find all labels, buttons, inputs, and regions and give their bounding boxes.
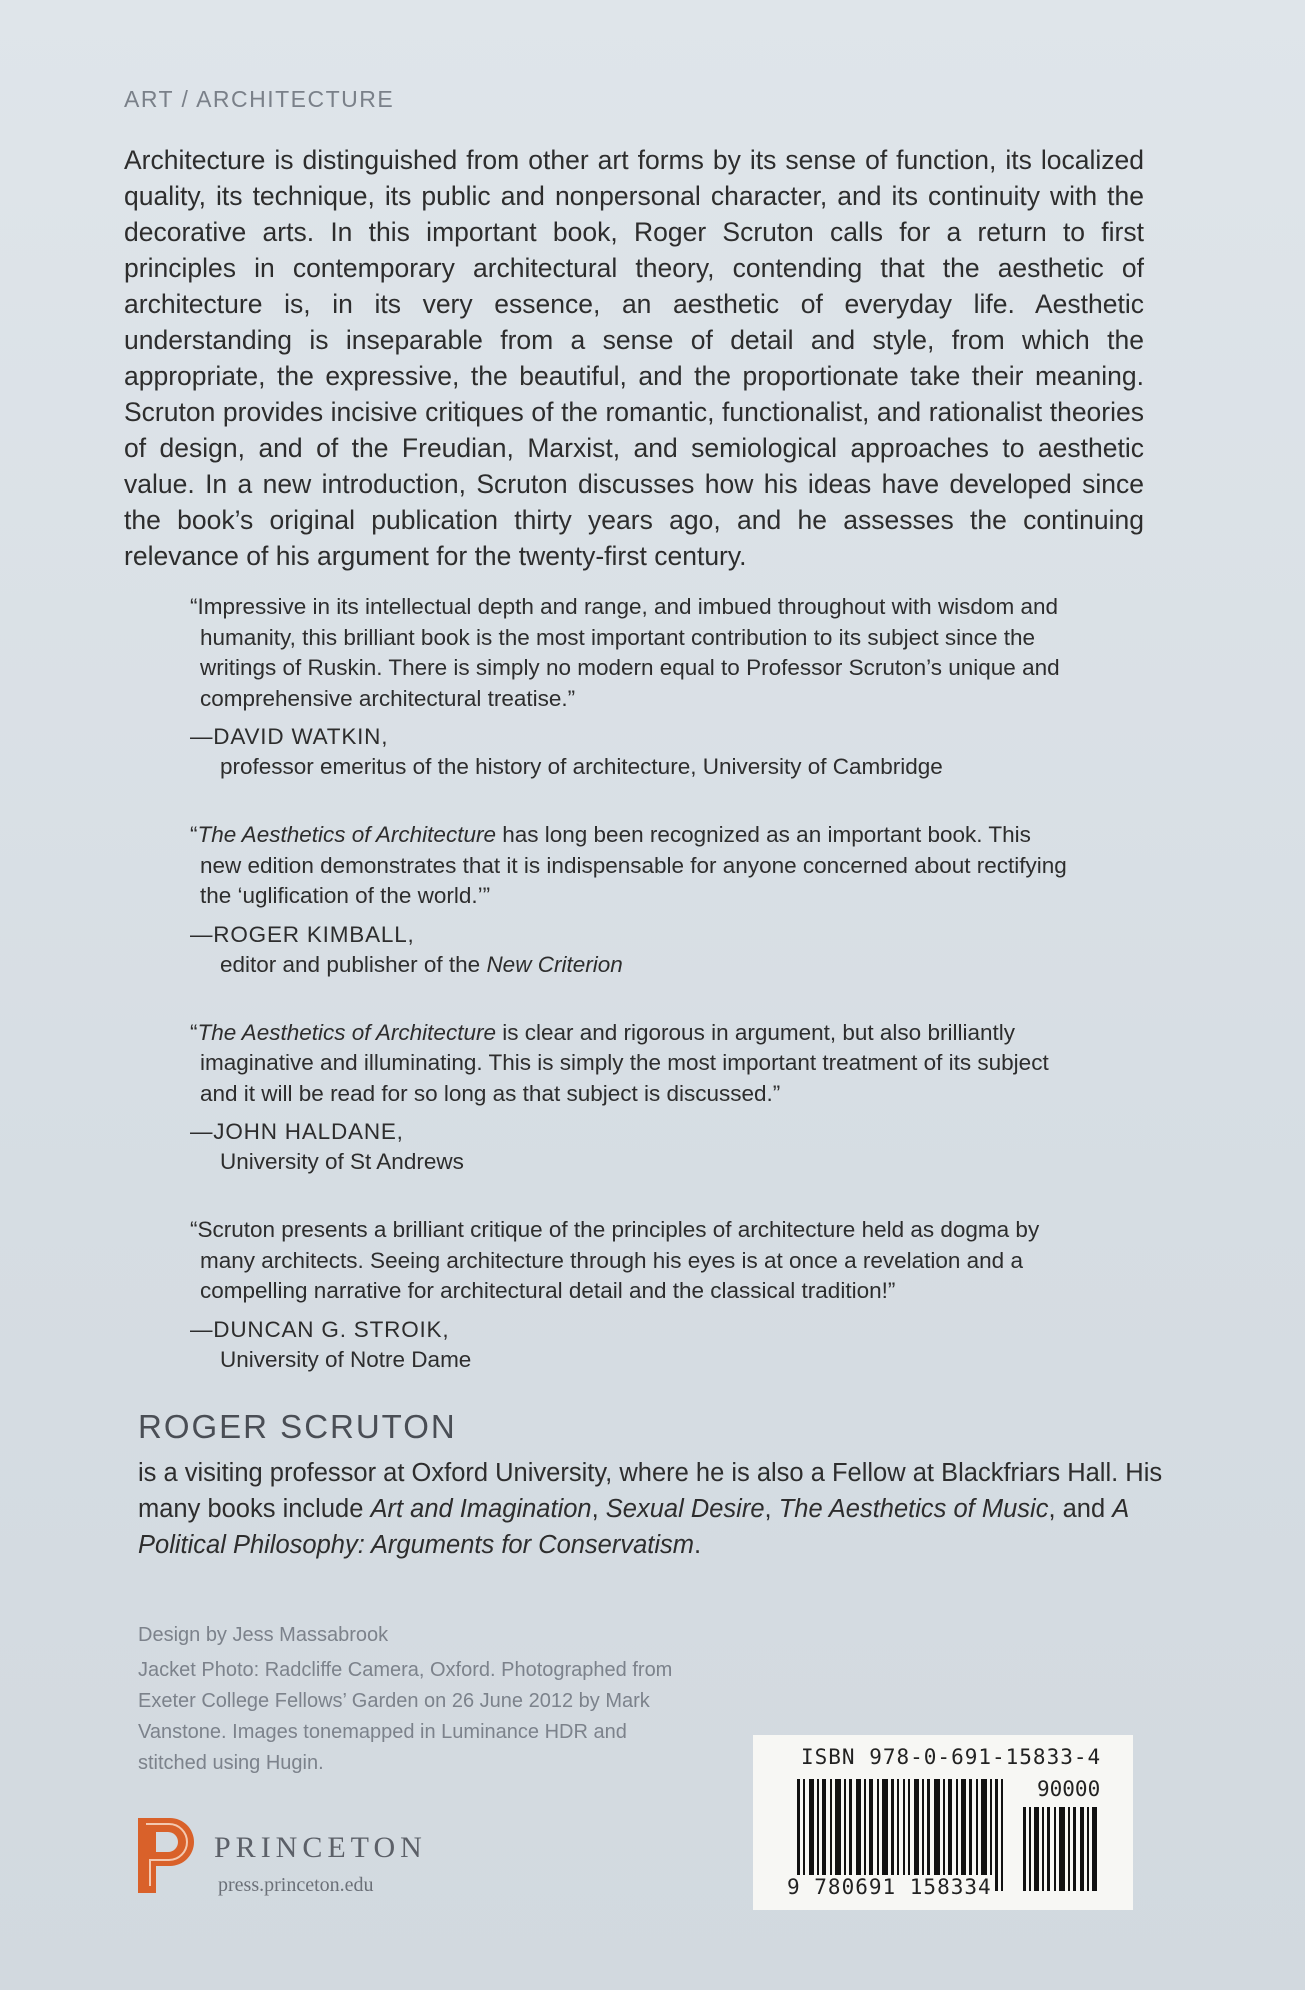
quote-affiliation: editor and publisher of the New Criterion xyxy=(220,951,623,977)
price-code: 90000 xyxy=(1037,1777,1101,1801)
book-title: The Aesthetics of Architecture xyxy=(197,822,496,847)
quote-affiliation: University of Notre Dame xyxy=(220,1346,472,1372)
quote-author: —ROGER KIMBALL, xyxy=(190,921,415,947)
quote-text: “Scruton presents a brilliant critique of the principles of architecture held as dogma by many architects. Seeing architecture through his eyes is at once a revelation and a compelling narrative for architectural detail and the classical tradition!” xyxy=(190,1217,1040,1303)
quote-text: “Impressive in its intellectual depth and range, and imbued throughout with wisdom and humanity, this brilliant book is the most important contribution to its subject since the writings of Ruskin. There is simply no modern equal to Professor Scruton’s unique and comprehensive architectural treatise.” xyxy=(190,594,1060,711)
book-description: Architecture is distinguished from other art forms by its sense of function, its localized quality, its technique, its public and nonpersonal character, and its continuity with the decorative arts. In this important book, Roger Scruton calls for a return to first principles in contemporary architectural theory, contending that the aesthetic of architecture is, in its very essence, an aesthetic of everyday life. Aesthetic understanding is inseparable from a sense of detail and style, from which the appropriate, the expressive, the beautiful, and the proportionate take their meaning. Scruton provides incisive critiques of the romantic, functionalist, and rationalist theories of design, and of the Freudian, Marxist, and semiological approaches to aesthetic value. In a new introduction, Scruton discusses how his ideas have developed since the book’s original publication thirty years ago, and he assesses the continuing relevance of his argument for the twenty-first century. xyxy=(124,145,1144,571)
design-credit: Design by Jess Massabrook xyxy=(138,1624,389,1646)
ean-number: 9 780691 158334 xyxy=(787,1875,992,1899)
book-title: The Aesthetics of Architecture xyxy=(197,1019,496,1045)
quote-author: —JOHN HALDANE, xyxy=(190,1119,404,1144)
princeton-logo-icon xyxy=(138,1818,198,1893)
quote-author: —DAVID WATKIN, xyxy=(190,724,389,749)
quote-author: —DUNCAN G. STROIK, xyxy=(190,1316,450,1342)
endorsement-haldane xyxy=(190,1018,1070,1178)
photo-credit: Jacket Photo: Radcliffe Camera, Oxford. Photographed from Exeter College Fellows’ Garden on 26 June 2012 by Mark Vanstone. Images tonemapped in Luminance HDR and stitched using Hugin. xyxy=(138,1659,673,1774)
quote-text: “The Aesthetics of Architecture is clear and rigorous in argument, but also brilliantly imaginative and illuminating. This is simply the most important treatment of its subject and it will be read for so long as that subject is discussed.” xyxy=(190,1019,1049,1106)
isbn-number: ISBN 978-0-691-15833-4 xyxy=(801,1745,1102,1769)
category-label: ART / ARCHITECTURE xyxy=(124,86,395,112)
publisher-url: press.princeton.edu xyxy=(218,1874,374,1896)
quote-affiliation: University of St Andrews xyxy=(220,1149,464,1174)
author-bio: is a visiting professor at Oxford University, where he is also a Fellow at Blackfriars Hall. His many books include Art and Imagination, Sexual Desire, The Aesthetics of Music, and A Political Philosophy: Arguments for Conservatism. xyxy=(138,1459,1163,1559)
quote-text: “The Aesthetics of Architecture has long been recognized as an important book. This new edition demonstrates that it is indispensable for anyone concerned about rectifying the ‘uglification of the world.’” xyxy=(190,822,1067,908)
barcode xyxy=(753,1735,1133,1910)
endorsement-kimball xyxy=(190,820,1070,980)
endorsements xyxy=(190,592,1070,1413)
endorsement-stroik xyxy=(190,1215,1070,1375)
publisher-name: PRINCETON xyxy=(214,1831,427,1864)
endorsement-watkin xyxy=(190,592,1070,782)
jacket-credits xyxy=(138,1620,678,1783)
author-name: ROGER SCRUTON xyxy=(138,1408,457,1445)
quote-affiliation: professor emeritus of the history of architecture, University of Cambridge xyxy=(220,754,943,779)
